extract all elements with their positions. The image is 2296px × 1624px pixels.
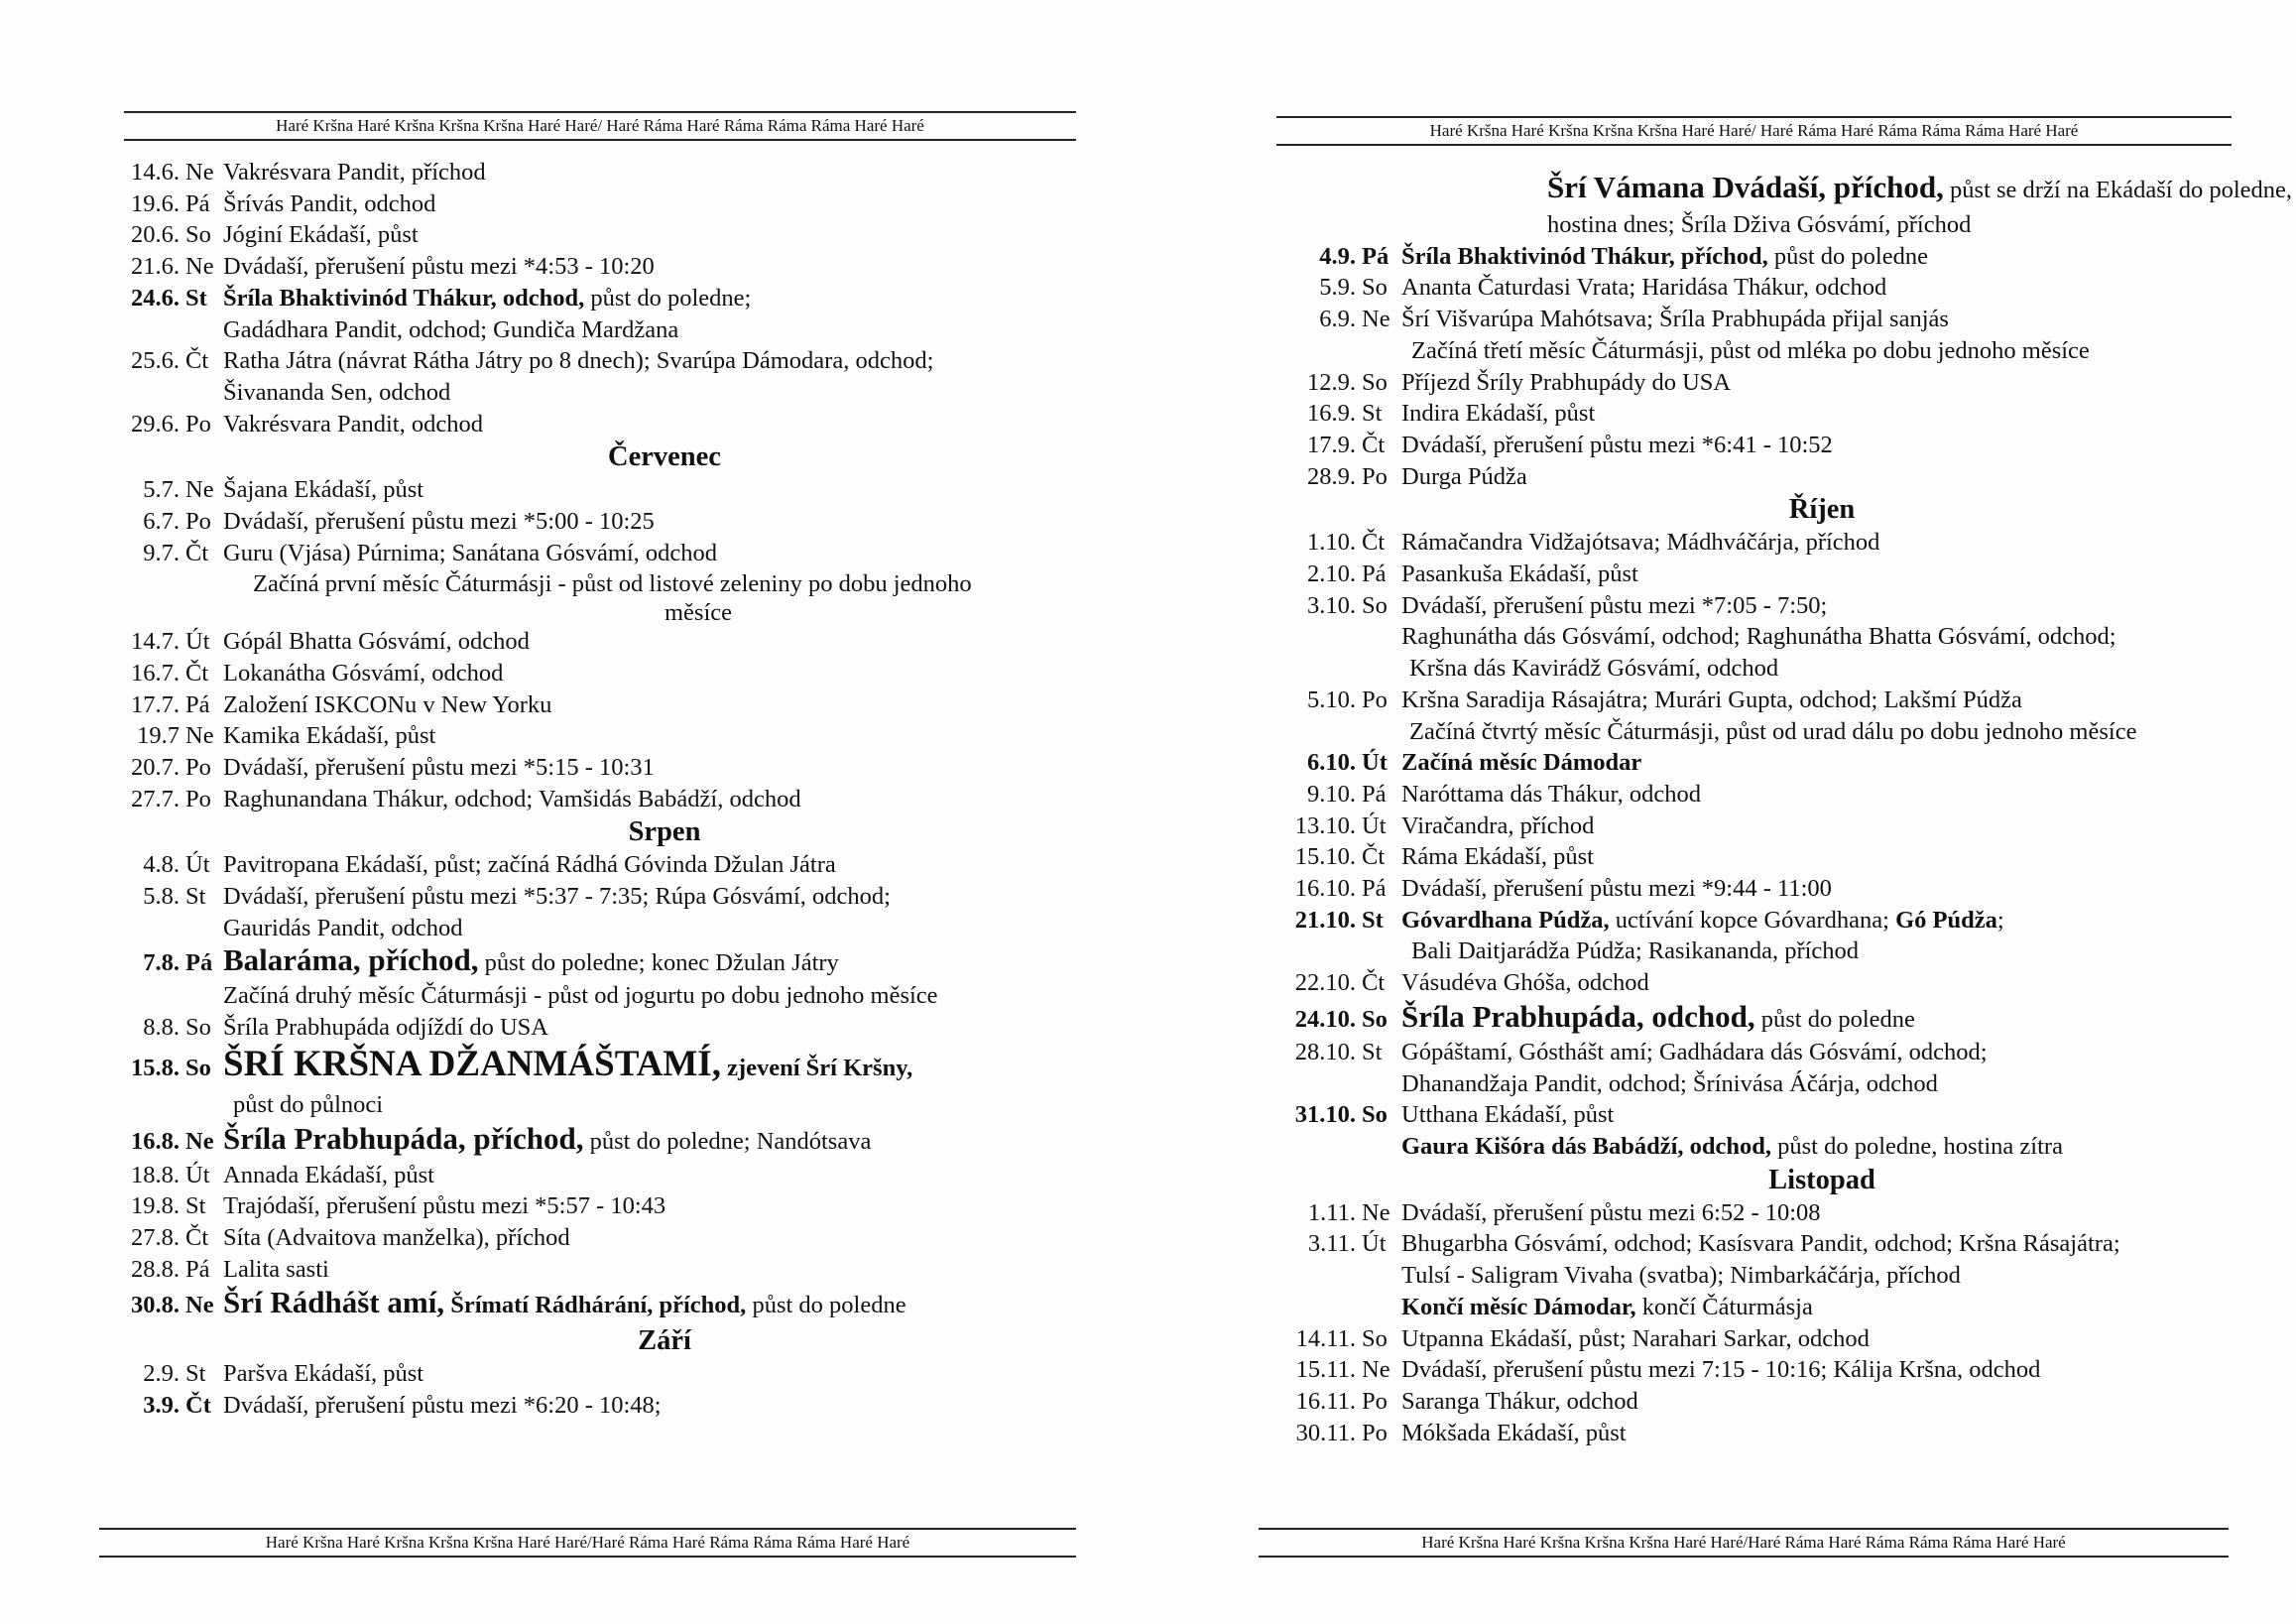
list-item	[114, 720, 1106, 752]
list-item	[114, 538, 1106, 569]
list-item	[114, 1160, 1106, 1191]
list-item	[1267, 1386, 2278, 1418]
list-item	[114, 784, 1106, 815]
list-item	[114, 600, 1106, 626]
list-item	[114, 1358, 1106, 1390]
entry-day: So	[1362, 591, 1388, 619]
entry-date: 6.10.	[1307, 749, 1356, 777]
entry-text: půst do poledne	[746, 1292, 906, 1319]
list-item	[1267, 209, 2278, 241]
entry-text: půst se drží na Ekádaší do poledne,	[1943, 177, 2292, 203]
entry-day: Čt	[1362, 843, 1386, 871]
list-item	[114, 1285, 1106, 1323]
entry-continuation: Tulsí - Saligram Vivaha (svatba); Nimbarkáčárja, příchod	[1401, 1262, 1961, 1290]
entry-day: So	[185, 1014, 211, 1042]
entry-date: 3.9.	[143, 1392, 180, 1420]
list-item	[1267, 367, 2278, 399]
list-item	[114, 1089, 1106, 1121]
entry-text: Kamika Ekádaší, půst	[223, 722, 436, 750]
right-page	[1148, 0, 2296, 1624]
list-item	[1267, 905, 2278, 937]
entry-continuation: Bali Daitjarádža Púdža; Rasikananda, příchod	[1411, 937, 1860, 965]
entry-title: Balaráma, příchod,	[223, 942, 479, 978]
entry-day: So	[1362, 368, 1388, 396]
entry-date: 19.8.	[131, 1192, 180, 1220]
entry-day: St	[1362, 1038, 1383, 1065]
entry-day: Pá	[185, 949, 213, 977]
list-item	[1267, 653, 2278, 685]
entry-day: Ne	[1362, 1356, 1390, 1384]
list-item	[114, 752, 1106, 784]
list-item	[1267, 936, 2278, 967]
entry-date: 4.8.	[143, 851, 180, 879]
entry-date: 6.9.	[1319, 306, 1356, 333]
entry-date: 16.11.	[1295, 1387, 1356, 1415]
entry-day: Út	[1362, 1230, 1387, 1258]
entry-title: ŠRÍ KRŠNA DŽANMÁŠTAMÍ,	[223, 1043, 721, 1084]
list-item	[1267, 1037, 2278, 1068]
list-item	[1267, 685, 2278, 716]
entry-day: Čt	[185, 347, 209, 375]
entry-date: 30.11.	[1295, 1419, 1356, 1446]
entry-text: Vakrésvara Pandit, příchod	[223, 159, 486, 186]
entry-day: So	[1362, 1324, 1388, 1352]
entry-day: Čt	[185, 1392, 211, 1420]
list-item	[114, 188, 1106, 220]
list-item	[1267, 169, 2292, 209]
entry-text: Založení ISKCONu v New Yorku	[223, 690, 552, 718]
entry-text: Lokanátha Gósvámí, odchod	[223, 659, 504, 687]
entry-text: Trajódaší, přerušení půstu mezi *5:57 - 10:43	[223, 1192, 666, 1220]
entry-text: půst do poledne;	[584, 284, 752, 312]
list-item	[1267, 841, 2278, 873]
entry-date: 2.10.	[1307, 561, 1356, 588]
list-item	[1267, 1068, 2278, 1100]
entry-date: 1.10.	[1307, 529, 1356, 557]
list-item	[1267, 272, 2278, 304]
entry-text: Pasankuša Ekádaší, půst	[1401, 561, 1638, 588]
list-item	[1267, 1292, 2278, 1323]
entry-day: Čt	[185, 1223, 209, 1251]
entry-text: Ananta Čaturdasi Vrata; Haridása Thákur, odchod	[1401, 274, 1887, 302]
list-item	[1267, 1099, 2278, 1131]
entry-day: Pá	[185, 1255, 210, 1283]
entry-day: St	[185, 284, 207, 312]
entry-day: So	[1362, 1101, 1388, 1129]
list-item	[1267, 527, 2278, 559]
entry-day: So	[185, 1054, 211, 1081]
entry-day: Pá	[1362, 780, 1387, 808]
entry-day: Po	[1362, 1387, 1388, 1415]
entry-title-secondary: Šrímatí Rádhárání, příchod,	[444, 1292, 747, 1319]
entry-date: 3.11.	[1307, 1230, 1356, 1258]
list-item	[1267, 559, 2278, 590]
entry-date: 28.8.	[131, 1255, 180, 1283]
list-item	[1267, 1260, 2278, 1292]
list-item	[114, 626, 1106, 658]
entry-day: Po	[1362, 686, 1388, 713]
entry-date: 5.7.	[143, 476, 180, 504]
entry-text: Šrívás Pandit, odchod	[223, 189, 436, 217]
entry-date: 28.10.	[1294, 1038, 1356, 1065]
entry-text: půst do poledne	[1754, 1005, 1915, 1033]
entry-day: Út	[185, 851, 210, 879]
entry-day: Ne	[185, 722, 214, 750]
list-item	[1267, 1131, 2278, 1163]
entry-continuation: Gauridás Pandit, odchod	[223, 914, 463, 941]
entry-day: Ne	[185, 1127, 214, 1155]
entry-title: Šrí Rádhášt amí,	[223, 1285, 445, 1320]
entry-day: So	[1362, 274, 1388, 302]
entry-text: Bhugarbha Gósvámí, odchod; Kasísvara Pandit, odchod; Kršna Rásajátra;	[1401, 1230, 2120, 1258]
entry-date: 14.7.	[131, 628, 180, 656]
entry-text: uctívání kopce Góvardhana;	[1609, 906, 1889, 934]
entry-continuation: končí Čáturmásja	[1635, 1293, 1813, 1320]
entry-text: Durga Púdža	[1401, 462, 1527, 490]
entry-text: Naróttama dás Thákur, odchod	[1401, 780, 1702, 808]
entry-date: 4.9.	[1319, 242, 1356, 270]
list-item	[1267, 590, 2278, 622]
list-item	[114, 345, 1106, 377]
entry-day: Čt	[1362, 969, 1386, 997]
entry-text: půst do poledne	[1767, 242, 1928, 270]
entry-continuation: měsíce	[665, 599, 733, 627]
entry-date: 29.6.	[131, 410, 180, 437]
entry-text: Dvádaší, přerušení půstu mezi *5:00 - 10:25	[223, 508, 655, 536]
entry-day: St	[1362, 906, 1384, 934]
entry-date: 30.8.	[131, 1292, 180, 1319]
entry-day: So	[185, 221, 211, 249]
entry-date: 31.10.	[1294, 1101, 1356, 1129]
list-item	[114, 913, 1106, 944]
list-item	[1267, 335, 2278, 367]
entry-title: Šríla Prabhupáda, odchod,	[1401, 998, 1755, 1034]
entry-date: 15.8.	[131, 1054, 180, 1081]
entry-continuation: Začíná třetí měsíc Čáturmásji, půst od mléka po dobu jednoho měsíce	[1411, 336, 2090, 364]
entry-day: Ne	[185, 476, 214, 504]
entry-title: Šrí Vámana Dvádaší, příchod,	[1547, 170, 1944, 204]
entry-continuation-title: Končí měsíc Dámodar,	[1401, 1293, 1636, 1320]
entry-day: Ne	[1362, 306, 1390, 333]
entry-day: Ne	[185, 253, 214, 281]
entry-text: Raghunandana Thákur, odchod; Vamšidás Babádží, odchod	[223, 785, 801, 812]
entry-day: Ne	[185, 159, 214, 186]
entry-date: 16.8.	[131, 1127, 180, 1155]
entry-date: 27.8.	[131, 1223, 180, 1251]
month-heading-july: Červenec	[608, 441, 721, 473]
entry-title: Začíná měsíc Dámodar	[1401, 749, 1642, 777]
entry-text-secondary: ;	[1996, 906, 2004, 934]
list-item	[1267, 716, 2278, 748]
left-entries	[114, 157, 1106, 1422]
entry-continuation: Začíná první měsíc Čáturmásji - půst od listové zeleniny po dobu jednoho	[253, 570, 972, 598]
entry-text: Jóginí Ekádaší, půst	[223, 221, 419, 249]
list-item	[1267, 398, 2278, 430]
list-item	[114, 506, 1106, 538]
entry-date: 21.6.	[131, 253, 180, 281]
entry-text: Gópál Bhatta Gósvámí, odchod	[223, 628, 530, 656]
entry-day: Ne	[1362, 1198, 1390, 1226]
list-item	[114, 377, 1106, 409]
entry-date: 27.7.	[131, 785, 180, 812]
entry-date: 15.10.	[1294, 843, 1356, 871]
entry-continuation: Raghunátha dás Gósvámí, odchod; Raghunátha Bhatta Gósvámí, odchod;	[1401, 623, 2116, 651]
entry-day: Po	[185, 410, 211, 437]
list-item	[1267, 241, 2278, 273]
entry-text: Šajana Ekádaší, půst	[223, 476, 424, 504]
entry-text: Šrí Višvarúpa Mahótsava; Šríla Prabhupáda přijal sanjás	[1401, 306, 1949, 333]
list-item	[114, 1390, 1106, 1422]
entry-date: 17.7.	[131, 690, 180, 718]
list-item	[1267, 1418, 2278, 1449]
list-item	[114, 1012, 1106, 1044]
entry-day: Po	[185, 753, 211, 781]
entry-text: Guru (Vjása) Púrnima; Sanátana Gósvámí, odchod	[223, 539, 718, 566]
list-item	[1267, 621, 2278, 653]
entry-continuation-title: Gaura Kišóra dás Babádží, odchod,	[1401, 1132, 1772, 1160]
entry-date: 14.6.	[131, 159, 180, 186]
entry-date: 9.7.	[143, 539, 180, 566]
list-item	[1267, 811, 2278, 842]
entry-text: Dvádaší, přerušení půstu mezi *5:15 - 10:31	[223, 753, 655, 781]
entry-date: 14.11.	[1295, 1324, 1356, 1352]
entry-day: Pá	[1362, 242, 1390, 270]
list-item	[1267, 1323, 2278, 1355]
entry-day: Čt	[1362, 529, 1386, 557]
entry-day: St	[1362, 400, 1383, 428]
entry-continuation: Začíná čtvrtý měsíc Čáturmásji, půst od urad dálu po dobu jednoho měsíce	[1409, 717, 2137, 745]
list-item	[114, 881, 1106, 913]
entry-day: Po	[1362, 462, 1388, 490]
list-item	[114, 980, 1106, 1012]
list-item	[114, 568, 1106, 600]
list-item	[1267, 779, 2278, 811]
entry-day: Pá	[1362, 561, 1387, 588]
entry-text: půst do poledne; Nandótsava	[583, 1127, 872, 1155]
entry-date: 20.6.	[131, 221, 180, 249]
entry-date: 20.7.	[131, 753, 180, 781]
entry-text: Annada Ekádaší, půst	[223, 1161, 434, 1188]
left-header-banner: Haré Kršna Haré Kršna Kršna Kršna Haré Haré/ Haré Ráma Haré Ráma Ráma Ráma Haré Haré	[124, 111, 1076, 141]
entry-date: 6.7.	[143, 508, 180, 536]
entry-day: Út	[185, 1161, 210, 1188]
left-footer-banner: Haré Kršna Haré Kršna Kršna Kršna Haré Haré/Haré Ráma Haré Ráma Ráma Ráma Haré Haré	[99, 1528, 1076, 1558]
entry-text: Viračandra, příchod	[1401, 812, 1595, 839]
entry-text: Dvádaší, přerušení půstu mezi *6:20 - 10:48;	[223, 1392, 662, 1420]
entry-date: 12.9.	[1307, 368, 1356, 396]
entry-day: Čt	[185, 539, 209, 566]
list-item	[114, 1254, 1106, 1286]
entry-text: Ráma Ekádaší, půst	[1401, 843, 1594, 871]
list-item	[1267, 967, 2278, 999]
entry-continuation: hostina dnes; Šríla Dživa Gósvámí, příchod	[1547, 211, 1972, 238]
entry-continuation: Kršna dás Kavirádž Gósvámí, odchod	[1409, 655, 1779, 683]
list-item	[1267, 1354, 2278, 1386]
entry-day: So	[1362, 1005, 1388, 1033]
entry-date: 8.8.	[143, 1014, 180, 1042]
entry-date: 13.10.	[1294, 812, 1356, 839]
entry-title: Šríla Prabhupáda, příchod,	[223, 1120, 584, 1156]
list-item	[1267, 873, 2278, 905]
entry-date: 3.10.	[1307, 591, 1356, 619]
entry-continuation: Gadádhara Pandit, odchod; Gundiča Mardžana	[223, 315, 679, 343]
entry-day: Po	[185, 785, 211, 812]
entry-text: Dvádaší, přerušení půstu mezi 6:52 - 10:08	[1401, 1198, 1821, 1226]
entry-text: půst do poledne; konec Džulan Játry	[478, 949, 839, 977]
entry-day: Pá	[1362, 875, 1387, 903]
entry-date: 19.6.	[131, 189, 180, 217]
entry-text: Vakrésvara Pandit, odchod	[223, 410, 483, 437]
entry-day: Po	[1362, 1419, 1388, 1446]
entry-date: 24.10.	[1294, 1005, 1356, 1033]
entry-continuation: Dhanandžaja Pandit, odchod; Šrínivása Áčárja, odchod	[1401, 1069, 1938, 1097]
month-heading-september: Září	[638, 1325, 691, 1357]
entry-text: Příjezd Šríly Prabhupády do USA	[1401, 368, 1732, 396]
entry-day: Út	[1362, 812, 1387, 839]
entry-text: Dvádaší, přerušení půstu mezi *6:41 - 10:52	[1401, 431, 1833, 458]
list-item	[114, 1222, 1106, 1254]
list-item	[1267, 999, 2278, 1037]
entry-date: 7.8.	[143, 949, 180, 977]
list-item	[114, 283, 1106, 314]
entry-date: 24.6.	[131, 284, 180, 312]
entry-text: Síta (Advaitova manželka), příchod	[223, 1223, 570, 1251]
entry-text: Dvádaší, přerušení půstu mezi *5:37 - 7:35; Rúpa Gósvámí, odchod;	[223, 883, 891, 911]
entry-day: St	[185, 1192, 206, 1220]
list-item	[114, 409, 1106, 440]
entry-text: Utpanna Ekádaší, půst; Narahari Sarkar, odchod	[1401, 1324, 1870, 1352]
entry-text: Dvádaší, přerušení půstu mezi *7:05 - 7:50;	[1401, 591, 1828, 619]
entry-day: Čt	[185, 659, 209, 687]
right-entries	[1267, 169, 2292, 1448]
entry-text: Gópáštamí, Gósthášt amí; Gadhádara dás Gósvámí, odchod;	[1401, 1038, 1988, 1065]
entry-date: 9.10.	[1307, 780, 1356, 808]
entry-date: 16.10.	[1294, 875, 1356, 903]
entry-title: Šríla Bhaktivinód Thákur, odchod,	[223, 284, 585, 312]
month-heading-august: Srpen	[628, 816, 701, 848]
entry-title: Šríla Bhaktivinód Thákur, příchod,	[1401, 242, 1768, 270]
entry-date: 15.11.	[1295, 1356, 1356, 1384]
entry-text: Kršna Saradija Rásajátra; Murári Gupta, odchod; Lakšmí Púdža	[1401, 686, 2022, 713]
right-header-banner: Haré Kršna Haré Kršna Kršna Kršna Haré Haré/ Haré Ráma Haré Ráma Ráma Ráma Haré Haré	[1276, 116, 2232, 146]
entry-date: 22.10.	[1294, 969, 1356, 997]
entry-date: 25.6.	[131, 347, 180, 375]
entry-title-secondary: zjevení Šrí Kršny,	[720, 1054, 913, 1081]
list-item	[114, 943, 1106, 980]
entry-text: Vásudéva Ghóša, odchod	[1401, 969, 1649, 997]
entry-day: St	[185, 883, 206, 911]
list-item	[114, 1190, 1106, 1222]
entry-text: Rámačandra Vidžajótsava; Mádhváčárja, příchod	[1401, 529, 1880, 557]
list-item	[114, 658, 1106, 689]
entry-date: 16.7.	[131, 659, 180, 687]
list-item	[1267, 304, 2278, 335]
entry-date: 2.9.	[143, 1360, 180, 1388]
entry-day: Pá	[185, 690, 210, 718]
entry-text: Dvádaší, přerušení půstu mezi *4:53 - 10:20	[223, 253, 655, 281]
entry-date: 21.10.	[1294, 906, 1356, 934]
list-item	[114, 849, 1106, 881]
entry-date: 19.7	[137, 722, 180, 750]
right-footer-banner: Haré Kršna Haré Kršna Kršna Kršna Haré Haré/Haré Ráma Haré Ráma Ráma Ráma Haré Haré	[1259, 1528, 2229, 1558]
entry-day: St	[185, 1360, 206, 1388]
entry-text: Šríla Prabhupáda odjíždí do USA	[223, 1014, 548, 1042]
entry-day: Pá	[185, 189, 210, 217]
list-item	[114, 1044, 1106, 1089]
list-item	[1267, 430, 2278, 461]
entry-day: Ne	[185, 1292, 214, 1319]
month-heading-october: Říjen	[1788, 494, 1856, 526]
entry-date: 1.11.	[1307, 1198, 1356, 1226]
month-heading-november: Listopad	[1768, 1164, 1875, 1195]
entry-day: Po	[185, 508, 211, 536]
entry-text: Ratha Játra (návrat Rátha Játry po 8 dnech); Svarúpa Dámodara, odchod;	[223, 347, 934, 375]
entry-date: 5.8.	[143, 883, 180, 911]
entry-date: 18.8.	[131, 1161, 180, 1188]
list-item	[114, 1121, 1106, 1160]
entry-day: Čt	[1362, 431, 1386, 458]
entry-date: 17.9.	[1307, 431, 1356, 458]
entry-continuation: půst do půlnoci	[233, 1090, 384, 1118]
entry-text: Pavitropana Ekádaší, půst; začíná Rádhá Góvinda Džulan Játra	[223, 851, 836, 879]
entry-text: Utthana Ekádaší, půst	[1401, 1101, 1615, 1129]
list-item	[1267, 461, 2278, 493]
entry-text: Saranga Thákur, odchod	[1401, 1387, 1638, 1415]
entry-date: 5.9.	[1319, 274, 1356, 302]
entry-text: Dvádaší, přerušení půstu mezi 7:15 - 10:16; Kálija Kršna, odchod	[1401, 1356, 2041, 1384]
list-item	[114, 314, 1106, 346]
entry-day: Út	[185, 628, 210, 656]
entry-continuation: Šivananda Sen, odchod	[223, 378, 451, 406]
list-item	[1267, 747, 2278, 779]
entry-text: Mókšada Ekádaší, půst	[1401, 1419, 1627, 1446]
entry-text: Indira Ekádaší, půst	[1401, 400, 1596, 428]
entry-title-secondary: Gó Púdža	[1888, 906, 1997, 934]
entry-text: Dvádaší, přerušení půstu mezi *9:44 - 11:00	[1401, 875, 1832, 903]
entry-date: 5.10.	[1307, 686, 1356, 713]
list-item	[114, 251, 1106, 283]
entry-continuation: Začíná druhý měsíc Čáturmásji - půst od jogurtu po dobu jednoho měsíce	[223, 982, 938, 1010]
entry-day: Út	[1362, 749, 1388, 777]
entry-date: 16.9.	[1307, 400, 1356, 428]
entry-date: 28.9.	[1307, 462, 1356, 490]
list-item	[114, 157, 1106, 188]
entry-text: Paršva Ekádaší, půst	[223, 1360, 424, 1388]
list-item	[1267, 1228, 2278, 1260]
list-item	[114, 474, 1106, 506]
entry-text: Lalita sasti	[223, 1255, 329, 1283]
list-item	[114, 689, 1106, 721]
entry-title: Góvardhana Púdža,	[1401, 906, 1610, 934]
list-item	[1267, 1197, 2278, 1229]
entry-continuation: půst do poledne, hostina zítra	[1771, 1132, 2063, 1160]
list-item	[114, 219, 1106, 251]
